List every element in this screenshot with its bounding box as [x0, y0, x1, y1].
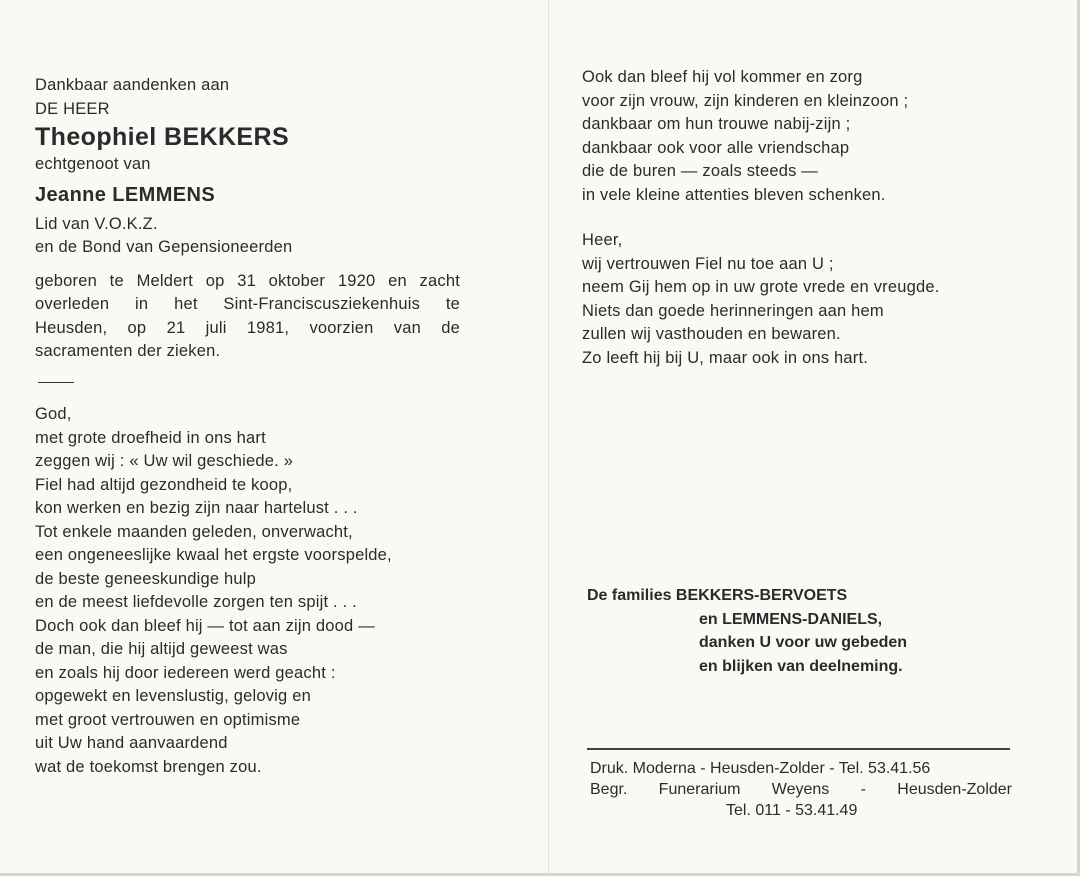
poem-line: de man, die hij altijd geweest was	[35, 640, 288, 658]
bio-line: Heusden, op 21 juli 1981, voorzien van de	[35, 318, 460, 337]
title-text: DE HEER	[35, 99, 110, 118]
deceased-name: Theophiel BEKKERS	[35, 123, 290, 151]
thanks-line: en blijken van deelneming.	[699, 657, 903, 675]
poem-line: een ongeneeslijke kwaal het ergste voorspelde,	[35, 546, 392, 564]
poem-line: wat de toekomst brengen zou.	[35, 757, 262, 776]
poem-stanza-2	[582, 229, 1052, 370]
bio-line: geboren te Meldert op 31 oktober 1920 en zacht	[35, 271, 460, 290]
printer-line: Tel. 011 - 53.41.49	[726, 802, 858, 819]
left-panel	[35, 74, 475, 779]
divider-dash	[38, 382, 74, 384]
poem-line: die de buren — zoals steeds —	[582, 162, 819, 180]
poem-line: zullen wij vasthouden en bewaren.	[582, 325, 841, 343]
poem-line: en zoals hij door iedereen werd geacht :	[35, 663, 336, 682]
poem-line: met grote droefheid in ons hart	[35, 428, 266, 447]
poem-line: Fiel had altijd gezondheid te koop,	[35, 475, 293, 494]
poem-line: wij vertrouwen Fiel nu toe aan U ;	[582, 254, 834, 273]
poem-line: en de meest liefdevolle zorgen ten spijt . . .	[35, 593, 357, 611]
printer-info	[590, 758, 1012, 821]
poem-line: opgewekt en levenslustig, gelovig en	[35, 687, 311, 705]
poem-stanza-1	[582, 66, 1052, 207]
poem-line: Heer,	[582, 231, 623, 249]
poem-line: met groot vertrouwen en optimisme	[35, 710, 301, 729]
card-fold	[548, 0, 549, 876]
printer-line: Druk. Moderna - Heusden-Zolder - Tel. 53.41.56	[590, 760, 931, 777]
printer-divider	[587, 748, 1010, 750]
bio-paragraph	[35, 270, 460, 364]
poem-line: kon werken en bezig zijn naar hartelust . . .	[35, 499, 358, 517]
poem-left	[35, 403, 475, 779]
poem-line: de beste geneeskundige hulp	[35, 569, 256, 588]
poem-line: God,	[35, 405, 72, 423]
poem-line: zeggen wij : « Uw wil geschiede. »	[35, 452, 294, 470]
poem-line: Ook dan bleef hij vol kommer en zorg	[582, 68, 863, 86]
poem-line: dankbaar ook voor alle vriendschap	[582, 138, 850, 157]
family-thanks	[587, 584, 907, 678]
poem-line: dankbaar om hun trouwe nabij-zijn ;	[582, 115, 851, 133]
poem-line: Niets dan goede herinneringen aan hem	[582, 301, 884, 320]
poem-line: voor zijn vrouw, zijn kinderen en kleinzoon ;	[582, 91, 909, 110]
membership-line: en de Bond van Gepensioneerden	[35, 238, 293, 256]
poem-line: neem Gij hem op in uw grote vrede en vreugde.	[582, 278, 940, 296]
bio-line: sacramenten der zieken.	[35, 342, 221, 360]
poem-line: in vele kleine attenties bleven schenken.	[582, 185, 886, 204]
intro-text: Dankbaar aandenken aan	[35, 76, 230, 94]
printer-line: Begr. Funerarium Weyens - Heusden-Zolder	[590, 781, 1012, 798]
thanks-line: en LEMMENS-DANIELS,	[699, 610, 883, 628]
poem-line: Tot enkele maanden geleden, onverwacht,	[35, 522, 353, 541]
spouse-intro: echtgenoot van	[35, 155, 151, 173]
thanks-line: danken U voor uw gebeden	[699, 634, 908, 651]
right-panel	[582, 66, 1052, 370]
poem-line: uit Uw hand aanvaardend	[35, 734, 228, 752]
poem-line: Zo leeft hij bij U, maar ook in ons hart.	[582, 348, 869, 367]
bio-line: overleden in het Sint-Franciscusziekenhuis te	[35, 295, 460, 313]
poem-line: Doch ook dan bleef hij — tot aan zijn dood —	[35, 616, 375, 635]
membership-line: Lid van V.O.K.Z.	[35, 214, 158, 233]
thanks-line: De families BEKKERS-BERVOETS	[587, 587, 848, 604]
spouse-name: Jeanne LEMMENS	[35, 183, 216, 206]
